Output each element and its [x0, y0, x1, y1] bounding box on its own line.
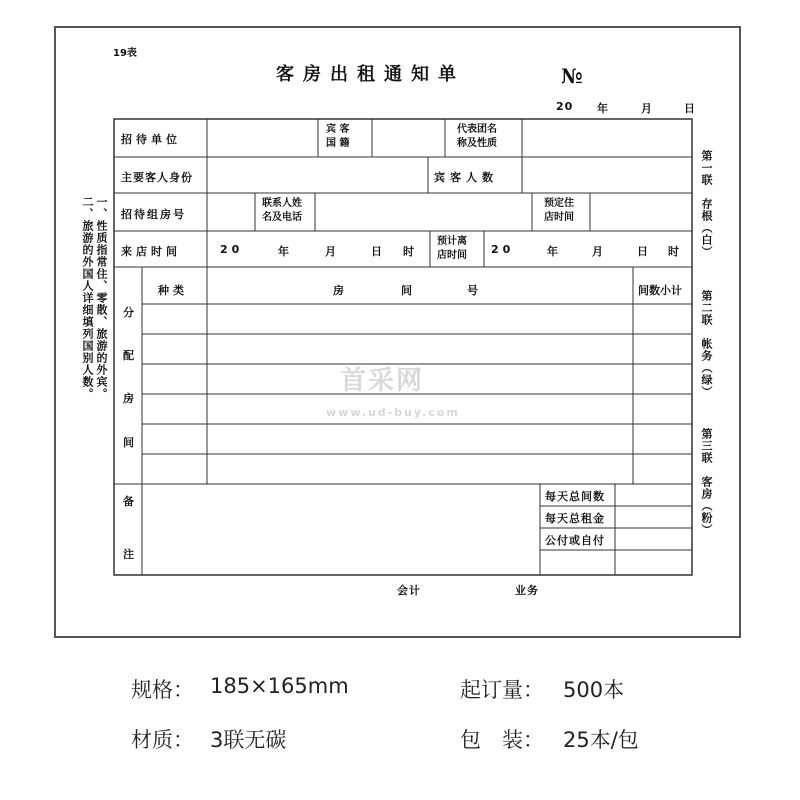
unit-label: 招待单位: [121, 133, 181, 146]
form-code: 19表: [113, 48, 137, 59]
arrival-hour: 时: [403, 245, 415, 258]
checkin-plan-label-line1: 预定住: [544, 198, 574, 209]
depart-hour: 时: [668, 245, 680, 258]
watermark-url: www.ud-buy.com: [326, 406, 460, 419]
number-mark: №: [561, 64, 583, 88]
daily-rooms-label: 每天总间数: [545, 490, 605, 503]
date-year: 年: [597, 102, 609, 115]
subtotal-header: 间数小计: [638, 284, 682, 297]
size-label: 规格：: [131, 678, 194, 702]
allocation-side-char-4: 间: [123, 436, 135, 449]
moq-label: 起订量：: [460, 678, 544, 702]
date-prefix: 20: [556, 100, 574, 113]
depart-label-line2: 店时间: [437, 250, 467, 261]
contact-label-line2: 名及电话: [262, 212, 302, 223]
date-day: 日: [684, 102, 696, 115]
main-guest-label: 主要客人身份: [121, 171, 193, 184]
depart-label-line1: 预计离: [437, 236, 467, 247]
room-header-char-1: 房: [333, 284, 345, 297]
room-header-char-2: 间: [401, 284, 413, 297]
rep-label-line2: 称及性质: [457, 138, 497, 149]
depart-20: 20: [491, 243, 515, 256]
type-header: 种类: [158, 284, 188, 297]
depart-year: 年: [547, 245, 559, 258]
left-note-1: 一、性质指常住、零散、旅游的外宾。: [95, 196, 108, 400]
remarks-side-char-2: 注: [123, 548, 135, 561]
arrival-year: 年: [278, 245, 290, 258]
rep-label-line1: 代表团名: [457, 124, 497, 135]
size-value: 185×165mm: [210, 674, 349, 698]
guest-label-line1: 宾 客: [326, 124, 350, 135]
depart-day: 日: [637, 245, 649, 258]
payment-label: 公付或自付: [545, 534, 605, 547]
arrival-month: 月: [325, 245, 337, 258]
room-header-char-3: 号: [467, 284, 479, 297]
allocation-side-char-1: 分: [123, 306, 135, 319]
copy-label-2: 第二联 帐务（绿）: [700, 290, 713, 398]
business-label: 业务: [515, 584, 539, 597]
checkin-plan-label-line2: 店时间: [544, 212, 574, 223]
material-value: 3联无碳: [210, 728, 287, 752]
allocation-side-char-3: 房: [123, 392, 135, 405]
pack-label: 包 装：: [460, 728, 544, 752]
contact-label-line1: 联系人姓: [262, 198, 302, 209]
daily-rent-label: 每天总租金: [545, 512, 605, 525]
pack-value: 25本/包: [563, 728, 639, 752]
group-room-label: 招待组房号: [121, 208, 186, 221]
left-note-2: 二、旅游的外国人详细填列国别人数。: [81, 196, 94, 400]
depart-month: 月: [592, 245, 604, 258]
material-label: 材质：: [131, 728, 194, 752]
arrival-day: 日: [371, 245, 383, 258]
copy-label-1: 第一联 存根（白）: [700, 150, 713, 258]
copy-label-3: 第三联 客房（粉）: [700, 428, 713, 536]
moq-value: 500本: [563, 678, 625, 702]
watermark-logo: 首采网: [340, 366, 425, 396]
arrival-label: 来店时间: [121, 245, 181, 258]
remarks-side-char-1: 备: [123, 495, 135, 508]
allocation-side-char-2: 配: [123, 349, 135, 362]
form-title: 客房出租通知单: [276, 64, 465, 85]
guest-count-label: 宾客人数: [434, 171, 498, 184]
accounting-label: 会计: [397, 584, 421, 597]
nationality-label-line2: 国 籍: [326, 138, 350, 149]
arrival-20: 20: [220, 243, 244, 256]
date-month: 月: [641, 102, 653, 115]
